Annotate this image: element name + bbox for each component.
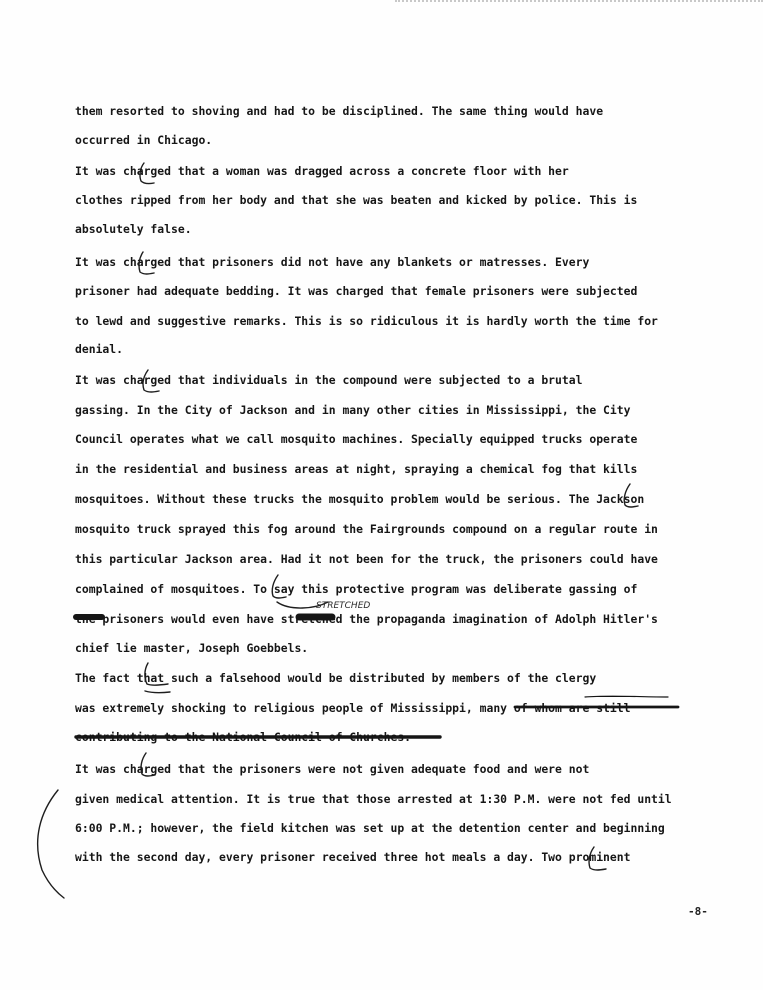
text-line: occurred in Chicago. [75,133,213,147]
text-line: The fact that such a falsehood would be distributed by members of the clergy [75,671,597,685]
text-line: this particular Jackson area. Had it not been for the truck, the prisoners could have [75,552,658,566]
margin-bracket-mark [38,790,64,898]
insertion-caret-mark [277,602,328,608]
text-line: given medical attention. It is true that those arrested at 1:30 P.M. were not fed until [75,792,672,806]
underline-mark [145,691,170,693]
text-line: denial. [75,342,124,356]
text-line: contributing to the National Council of Churches. [75,730,412,744]
text-line: to lewd and suggestive remarks. This is so ridiculous it is hardly worth the time for [75,314,658,328]
text-line: It was charged that a woman was dragged across a concrete floor with her [75,164,569,178]
text-line: gassing. In the City of Jackson and in many other cities in Mississippi, the City [75,403,631,417]
text-line: It was charged that the prisoners were not given adequate food and were not [75,762,590,776]
text-line: mosquito truck sprayed this fog around the Fairgrounds compound on a regular route in [75,522,658,536]
text-line: prisoner had adequate bedding. It was charged that female prisoners were subjected [75,284,638,298]
text-line: the prisoners would even have stretched the propaganda imagination of Adolph Hitler's [75,612,658,626]
text-line: complained of mosquitoes. To say this protective program was deliberate gassing of [75,582,638,596]
text-line: was extremely shocking to religious people of Mississippi, many of whom are still [75,701,631,715]
text-line: them resorted to shoving and had to be disciplined. The same thing would have [75,104,604,118]
text-line: chief lie master, Joseph Goebbels. [75,641,309,655]
page-number: -8- [688,905,708,918]
handwritten-insert-text: STRETCHED [316,601,371,611]
text-line: absolutely false. [75,222,192,236]
text-line: clothes ripped from her body and that she was beaten and kicked by police. This is [75,193,638,207]
text-line: It was charged that prisoners did not have any blankets or matresses. Every [75,255,590,269]
text-line: in the residential and business areas at night, spraying a chemical fog that kills [75,462,638,476]
text-line: with the second day, every prisoner received three hot meals a day. Two prominent [75,850,631,864]
top-edge-dots [395,0,763,6]
text-line: Council operates what we call mosquito machines. Specially equipped trucks operate [75,432,638,446]
text-line: It was charged that individuals in the compound were subjected to a brutal [75,373,583,387]
strikethrough-mark [585,696,668,697]
text-line: 6:00 P.M.; however, the field kitchen was set up at the detention center and beginning [75,821,665,835]
text-line: mosquitoes. Without these trucks the mosquito problem would be serious. The Jackson [75,492,645,506]
